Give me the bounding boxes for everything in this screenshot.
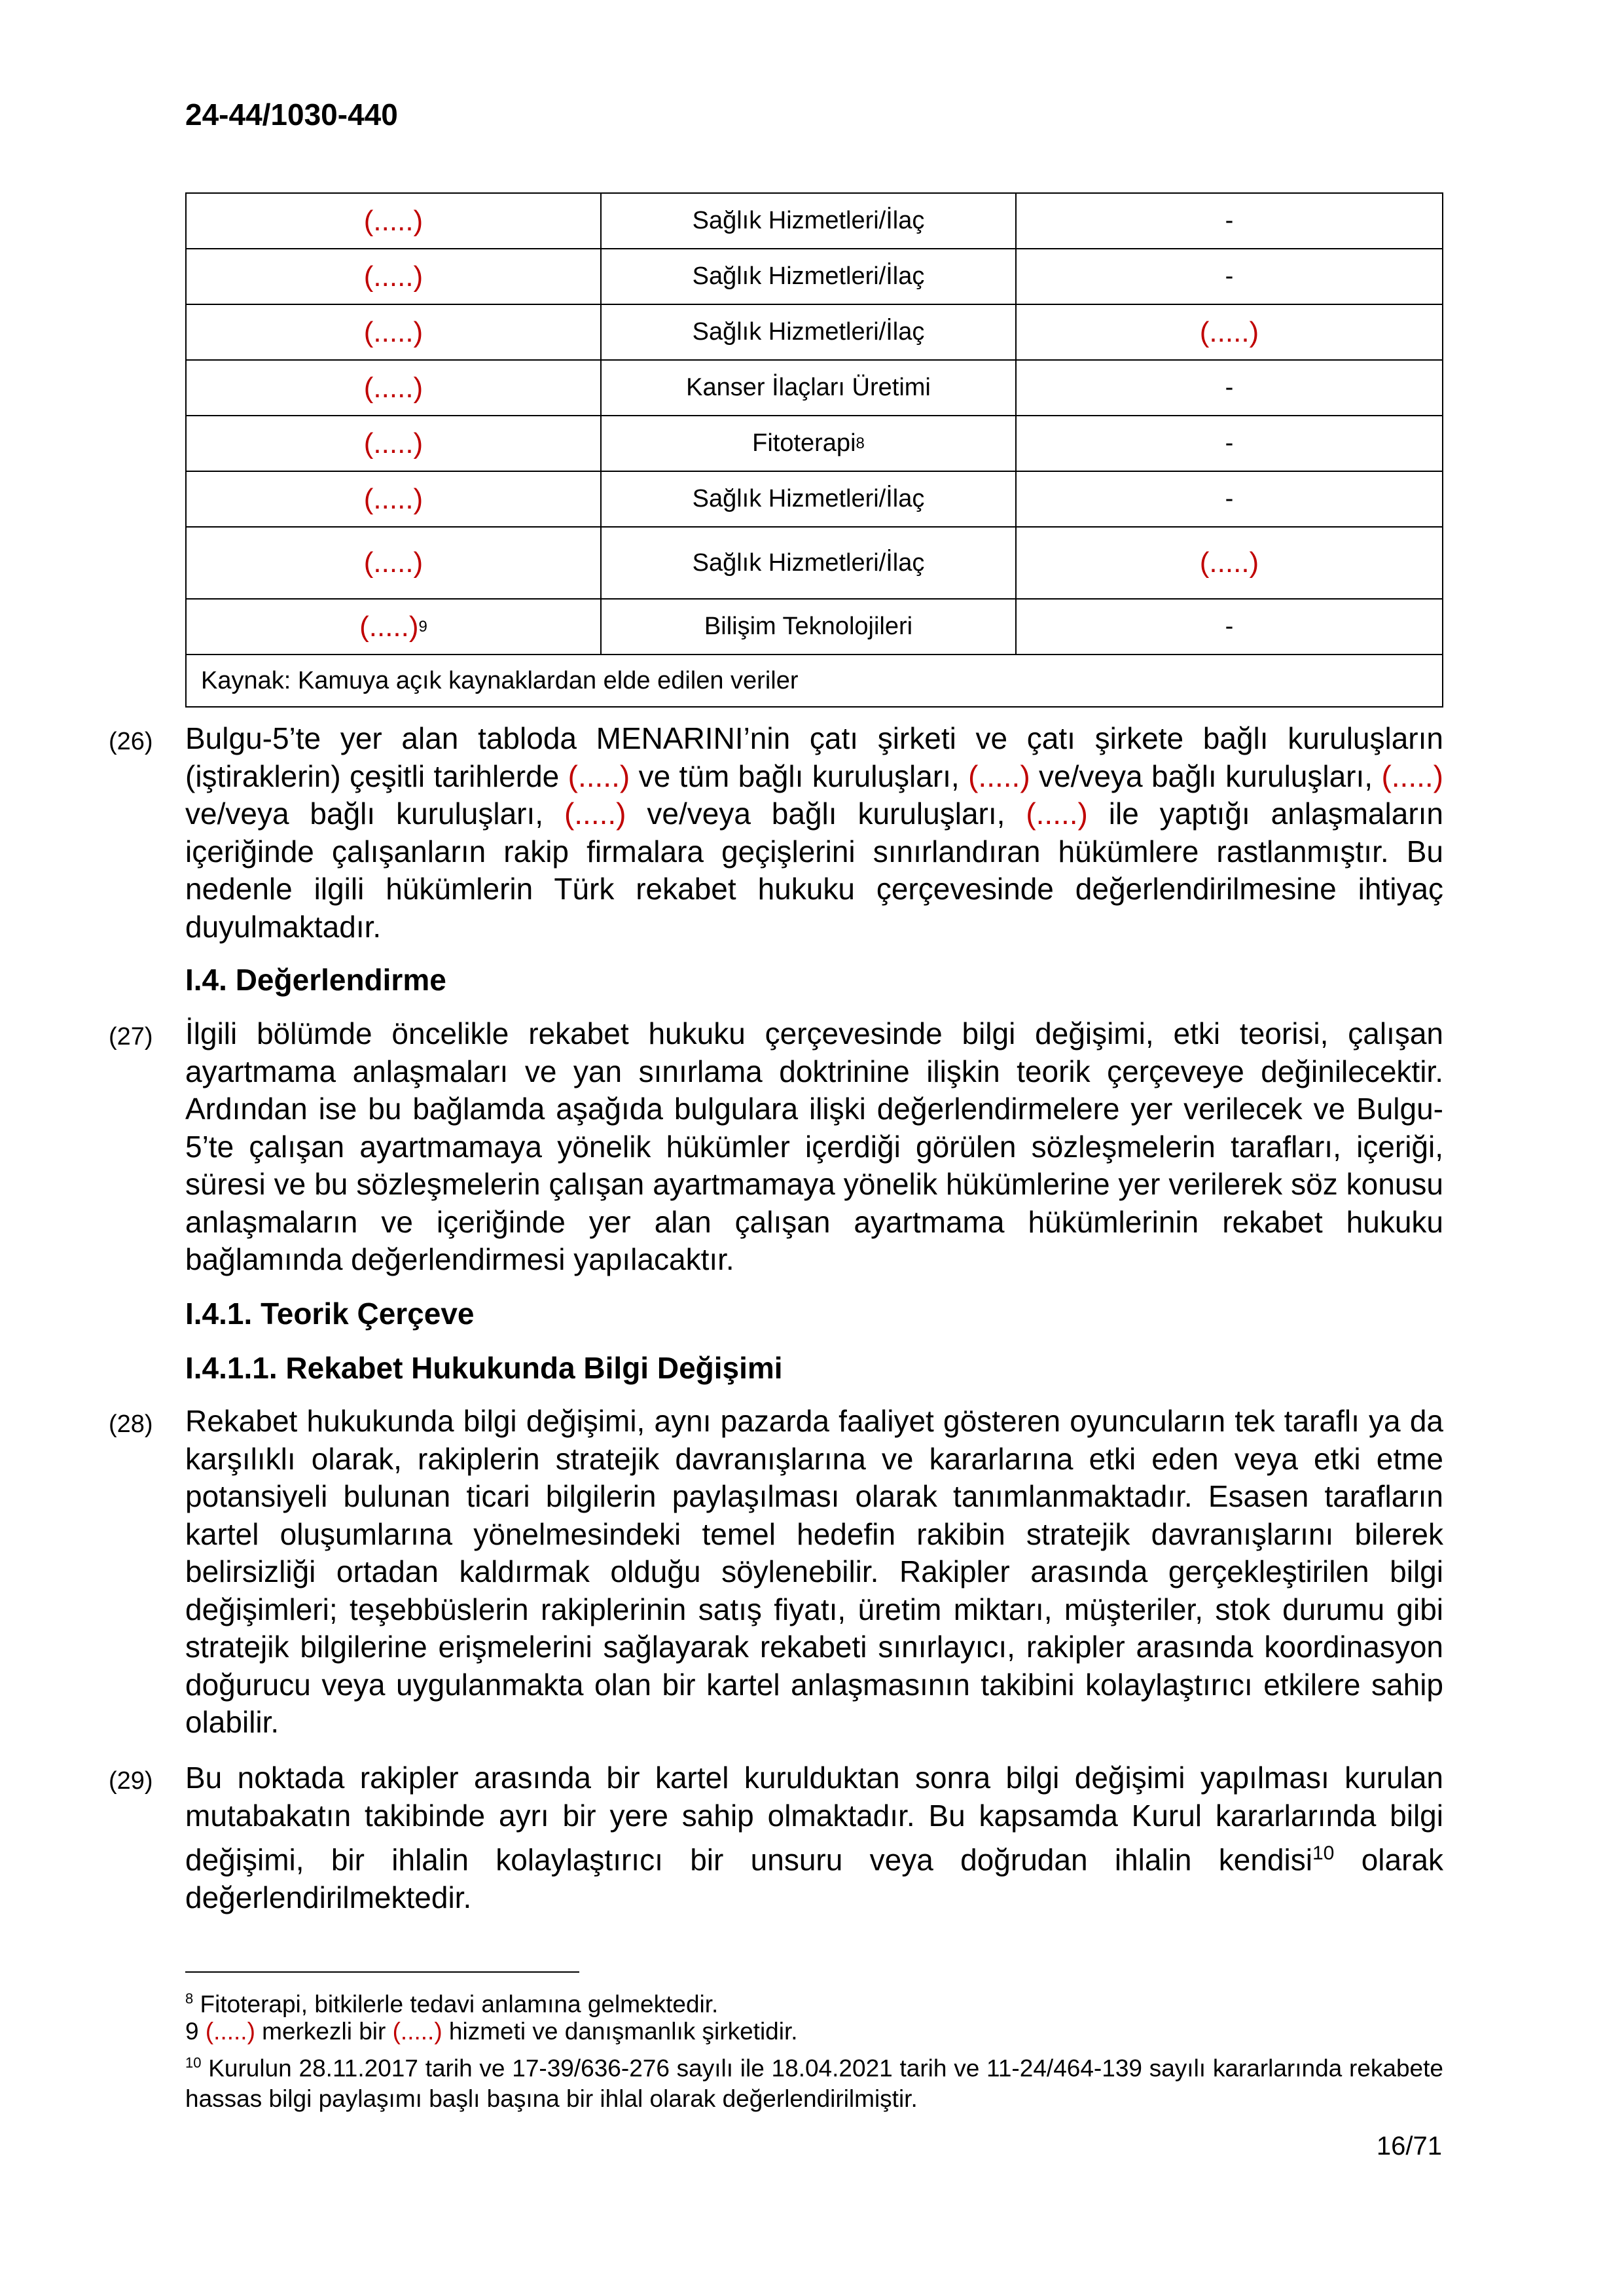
- table-cell: [187, 600, 602, 654]
- section-heading: I.4. Değerlendirme: [185, 963, 446, 997]
- paragraph-text: ve/veya bağlı kuruluşları,: [1030, 759, 1382, 793]
- footnote-text: Fitoterapi, bitkilerle tedavi anlamına gelmektedir.: [193, 1990, 719, 2018]
- table-cell: (.....): [1199, 547, 1259, 579]
- table-cell: Sağlık Hizmetleri/İlaç: [602, 528, 1017, 598]
- footnote-9: [185, 2016, 1443, 2047]
- footnote-ref: 10: [1312, 1842, 1335, 1864]
- redacted-text: (.....): [1381, 759, 1443, 793]
- paragraph-text: Bu noktada rakipler arasında bir kartel kurulduktan sonra bilgi değişimi yapılması kurulan mutabakatın takibinde ayrı bir yere sahip olmaktadır. Bu kapsamda Kurul kararlarında bilgi değişimi, bir ihlalin kolaylaştırıcı bir unsuru veya doğrudan ihlalin kendisi: [185, 1761, 1443, 1877]
- redacted-text: (.....): [1026, 797, 1088, 831]
- cell-text: (.....): [359, 610, 419, 643]
- table-cell: -: [1225, 207, 1234, 234]
- paragraph-text: ve/veya bağlı kuruluşları,: [626, 797, 1026, 831]
- table-source: Kaynak: Kamuya açık kaynaklardan elde edilen veriler: [201, 666, 799, 694]
- redacted-text: (.....): [205, 2018, 255, 2045]
- table-cell: Bilişim Teknolojileri: [602, 600, 1017, 654]
- footnote-ref: 8: [856, 434, 865, 452]
- footnote-number: 10: [185, 2054, 202, 2071]
- table-cell: (.....): [1199, 315, 1259, 348]
- table-row: [187, 361, 1442, 416]
- table-cell: Sağlık Hizmetleri/İlaç: [602, 472, 1017, 526]
- paragraph-text: ve/veya bağlı kuruluşları,: [185, 797, 564, 831]
- table-cell: (.....): [187, 472, 602, 526]
- redacted-text: (.....): [392, 2018, 442, 2045]
- section-heading: I.4.1.1. Rekabet Hukukunda Bilgi Değişimi: [185, 1351, 783, 1385]
- table-cell: Sağlık Hizmetleri/İlaç: [602, 194, 1017, 248]
- table-row: [187, 249, 1442, 305]
- footnote-separator: [185, 1971, 579, 1973]
- table-cell: -: [1225, 485, 1234, 512]
- footnote-number: 8: [185, 1990, 194, 2007]
- table-cell: (.....): [187, 194, 602, 248]
- redacted-text: (.....): [564, 797, 626, 831]
- table-row: [187, 528, 1442, 600]
- table-cell: [602, 416, 1017, 471]
- page-number: 16/71: [1376, 2132, 1442, 2161]
- footnote-number: 9: [185, 2018, 206, 2045]
- footnote-ref: 9: [418, 617, 427, 636]
- table-cell: -: [1225, 613, 1234, 640]
- paragraph-number: (28): [109, 1410, 153, 1438]
- table-cell: (.....): [187, 305, 602, 359]
- table-cell: -: [1225, 262, 1234, 290]
- redacted-text: (.....): [568, 759, 630, 793]
- paragraph-text: ile yaptığı anlaşmaların içeriğinde çalışanların rakip firmalara geçişlerini sınırlandıran hükümlere rastlanmıştır. Bu nedenle ilgili hükümlerin Türk rekabet hukuku çerçevesinde değerlendirilmesine ihtiyaç duyulmaktadır.: [185, 797, 1444, 944]
- paragraph-text: olarak değerlendirilmektedir.: [185, 1842, 1443, 1914]
- table-row: [187, 194, 1442, 249]
- table-cell: Sağlık Hizmetleri/İlaç: [602, 305, 1017, 359]
- footnote-8: [185, 1983, 1443, 2019]
- cell-text: Fitoterapi: [752, 429, 856, 457]
- table-row: [187, 472, 1442, 528]
- table-cell: -: [1225, 429, 1234, 457]
- footnote-text: hizmeti ve danışmanlık şirketidir.: [442, 2018, 798, 2045]
- table-cell: (.....): [187, 528, 602, 598]
- paragraph-29: [185, 1759, 1443, 1916]
- paragraph-28: Rekabet hukukunda bilgi değişimi, aynı pazarda faaliyet gösteren oyuncuların tek taraflı ya da karşılıklı olarak, rakiplerin stratejik davranışlarına ve kararlarına etki eden veya etki etme potansiyeli bulunan ticari bilgilerin paylaşılması olarak tanımlanmaktadır. Esasen tarafların kartel oluşumlarına yönelmesindeki temel hedefin rakibin stratejik davranışlarını bilerek belirsizliği ortadan kaldırmak olduğu söylenebilir. Rakipler arasında gerçekleştirilen bilgi değişimleri; teşebbüslerin rakiplerinin satış fiyatı, üretim miktarı, müşteriler, stok durumu gibi stratejik bilgilerine erişmelerini sağlayarak rekabeti sınırlayıcı, rakipler arasında koordinasyon doğurucu veya uygulanmakta olan bir kartel anlaşmasının takibini kolaylaştırıcı etkilere sahip olabilir.: [185, 1404, 1443, 1739]
- table-cell: (.....): [187, 361, 602, 415]
- paragraph-text: ve tüm bağlı kuruluşları,: [630, 759, 969, 793]
- table-cell: (.....): [187, 416, 602, 471]
- document-number: 24-44/1030-440: [185, 98, 398, 132]
- paragraph-number: (26): [109, 728, 153, 755]
- table-row: [187, 600, 1442, 655]
- table-row: [187, 416, 1442, 472]
- paragraph-26: [185, 720, 1443, 946]
- footnote-text: merkezli bir: [255, 2018, 393, 2045]
- footnote-text: Kurulun 28.11.2017 tarih ve 17-39/636-276 sayılı ile 18.04.2021 tarih ve 11-24/464-139 sayılı kararlarında rekabete hassas bilgi paylaşımı başlı başına bir ihlal olarak değerlendirilmiştir.: [185, 2054, 1443, 2113]
- company-table: [185, 192, 1443, 708]
- paragraph-text: Bulgu-5’te yer alan tabloda MENARINI’nin çatı şirketi ve çatı şirkete bağlı kuruluşların (iştiraklerin) çeşitli tarihlerde: [185, 721, 1443, 793]
- section-heading: I.4.1. Teorik Çerçeve: [185, 1297, 475, 1331]
- paragraph-number: (29): [109, 1767, 153, 1795]
- paragraph-number: (27): [109, 1023, 153, 1050]
- table-row: [187, 305, 1442, 361]
- table-cell: (.....): [187, 249, 602, 304]
- table-cell: Sağlık Hizmetleri/İlaç: [602, 249, 1017, 304]
- table-cell: -: [1225, 374, 1234, 401]
- paragraph-27: İlgili bölümde öncelikle rekabet hukuku çerçevesinde bilgi değişimi, etki teorisi, çalışan ayartmama anlaşmaları ve yan sınırlama doktrinine ilişkin teorik çerçeveye değinilecektir. Ardından ise bu bağlamda aşağıda bulgulara ilişki değerlendirmelere yer verilecek ve Bulgu-5’te çalışan ayartmamaya yönelik hükümler içerdiği görülen sözleşmelerin tarafları, içeriği, süresi ve bu sözleşmelerin çalışan ayartmamaya yönelik hükümlerine yer verilerek söz konusu anlaşmaların ve içeriğinde yer alan çalışan ayartmama hükümlerinin rekabet hukuku bağlamında değerlendirmesi yapılacaktır.: [185, 1016, 1443, 1276]
- table-cell: Kanser İlaçları Üretimi: [602, 361, 1017, 415]
- redacted-text: (.....): [968, 759, 1030, 793]
- footnote-10: [185, 2047, 1443, 2114]
